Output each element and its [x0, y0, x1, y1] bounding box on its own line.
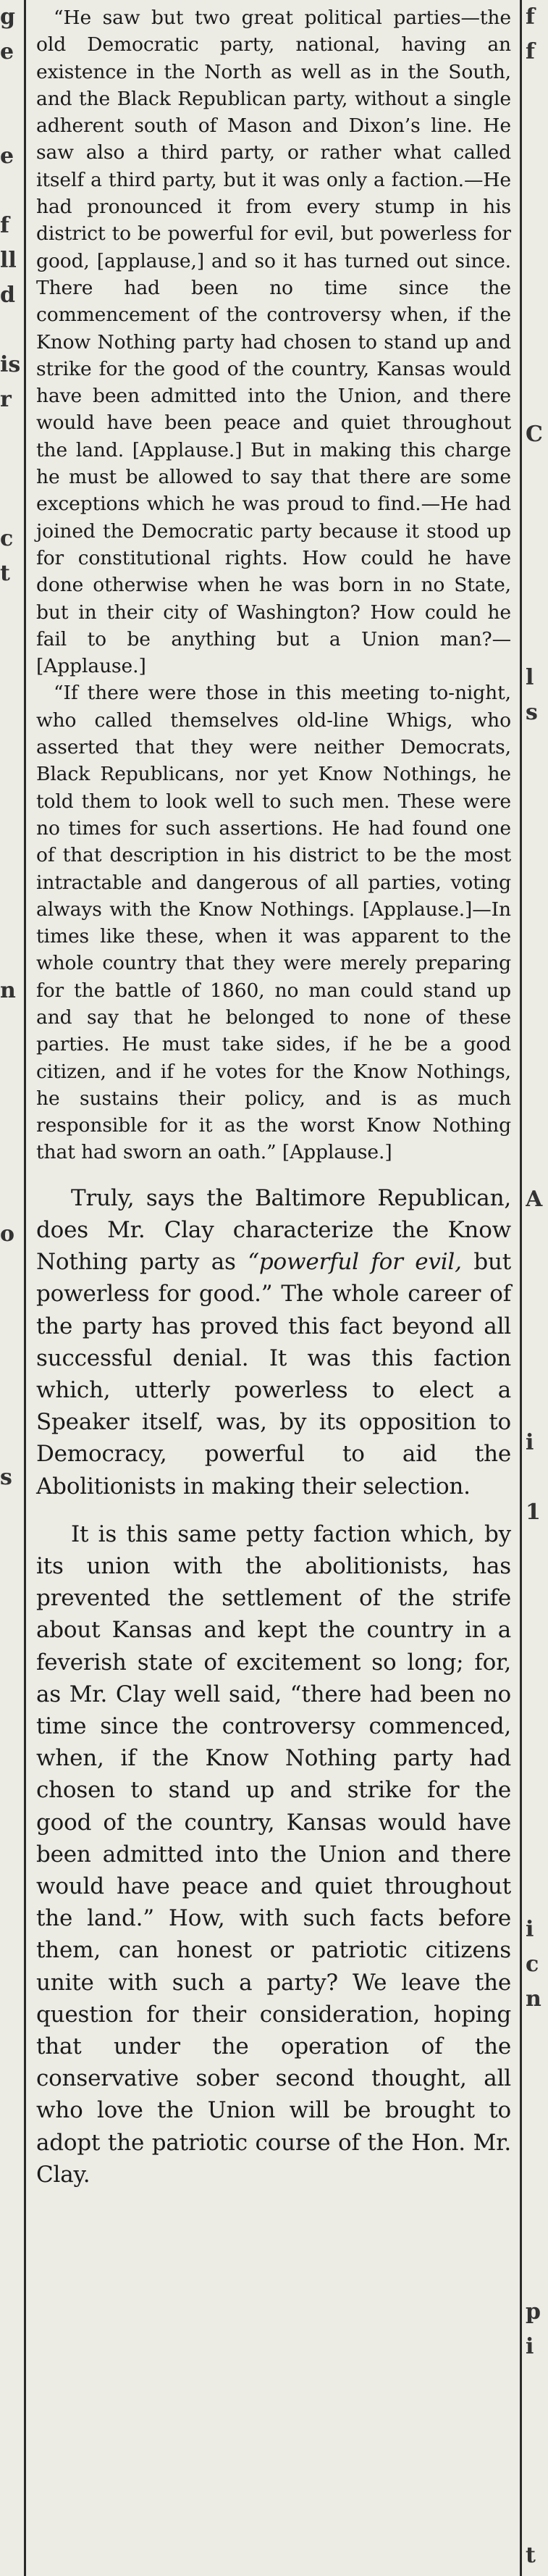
right-glyph	[526, 800, 548, 835]
right-glyph	[526, 1843, 548, 1878]
quoted-paragraph-2: “If there were those in this meeting to-night, who called themselves old-line Whigs, who asserted that they were neither Democrats, Black Republicans, nor yet Know Nothings, he told them to look well to such men. These were no times for such assertions. He had found one of that description in his district to be the most intractable and dangerous of all parties, voting always with the Know Nothings. [Applause.]—In times like these, when it was apparent to the whole country that they were merely preparing for the battle of 1860, no man could stand up and say that he belonged to none of these parties. He must take sides, if he be a good citizen, and if he votes for the Know Nothings, he sustains their policy, and is as much responsible for it as the worst Know Nothing that had sworn an oath.” [Applause.]	[36, 682, 511, 1164]
left-glyph	[0, 313, 22, 348]
left-glyph: t	[0, 561, 10, 586]
left-glyph	[0, 1843, 22, 1878]
right-glyph	[526, 974, 548, 1008]
left-column-fragment	[0, 0, 22, 2576]
right-glyph: i	[526, 2334, 534, 2359]
left-glyph	[0, 1808, 22, 1843]
left-glyph	[0, 1565, 22, 1599]
right-glyph	[526, 2469, 548, 2504]
right-glyph	[526, 1217, 548, 1252]
right-glyph: c	[526, 1952, 539, 1977]
right-glyph	[526, 835, 548, 869]
left-glyph	[0, 2538, 22, 2573]
left-glyph	[0, 2260, 22, 2295]
right-glyph	[526, 174, 548, 209]
left-glyph	[0, 1182, 22, 1217]
editorial-paragraph-2: It is this same petty faction which, by its union with the abolitionists, has prevented the settlement of the strife about Kansas and kept the country in a feverish state of excitement so long; for, as Mr. Clay well said, “there had been no time since the controversy commenced, when, if the Know Nothing party had chosen to stand up and strike for the good of the country, Kansas would have been admitted into the Union and there would have peace and quiet throughout the land.” How, with such facts before them, can honest or patriotic citizens unite with such a party? We leave the question for their consideration, hoping that under the operation of the conservative sober second thought, all who love the Union will be brought to adopt the patriotic course of the Hon. Mr. Clay.	[36, 1521, 511, 2188]
left-glyph	[0, 1321, 22, 1356]
left-glyph	[0, 1530, 22, 1565]
left-glyph	[0, 1356, 22, 1391]
right-glyph	[526, 243, 548, 278]
right-glyph	[526, 1008, 548, 1043]
right-glyph	[526, 2225, 548, 2260]
left-glyph: g	[0, 4, 15, 30]
right-glyph	[526, 348, 548, 382]
right-glyph	[526, 2504, 548, 2538]
left-glyph	[0, 1078, 22, 1113]
right-glyph	[526, 1043, 548, 1078]
right-glyph: i	[526, 1430, 534, 1455]
right-glyph	[526, 2121, 548, 2156]
right-glyph	[526, 556, 548, 591]
right-column-fragment	[526, 0, 548, 2576]
right-glyph: n	[526, 1986, 541, 2012]
left-glyph	[0, 1704, 22, 1739]
right-glyph	[526, 2191, 548, 2225]
left-glyph	[0, 2399, 22, 2434]
left-glyph	[0, 730, 22, 765]
left-glyph	[0, 2225, 22, 2260]
right-glyph: C	[526, 422, 543, 447]
right-glyph	[526, 1147, 548, 1182]
right-glyph	[526, 70, 548, 104]
column-rule-left	[24, 0, 26, 2576]
left-glyph	[0, 1252, 22, 1287]
left-glyph	[0, 1043, 22, 1078]
left-glyph: d	[0, 283, 15, 308]
left-glyph	[0, 1495, 22, 1530]
column-rule-right	[520, 0, 522, 2576]
left-glyph: e	[0, 39, 14, 64]
right-glyph	[526, 2017, 548, 2052]
left-glyph	[0, 835, 22, 869]
left-glyph	[0, 2573, 22, 2576]
left-glyph	[0, 1982, 22, 2017]
left-glyph	[0, 695, 22, 730]
left-glyph	[0, 2434, 22, 2469]
left-glyph	[0, 800, 22, 835]
left-glyph	[0, 487, 22, 522]
right-glyph	[526, 209, 548, 243]
right-glyph: f	[526, 39, 535, 64]
left-glyph	[0, 2052, 22, 2086]
right-glyph	[526, 1599, 548, 1634]
left-glyph	[0, 765, 22, 800]
left-glyph	[0, 1113, 22, 1147]
left-glyph	[0, 2504, 22, 2538]
left-glyph: ll	[0, 248, 17, 273]
left-glyph	[0, 2330, 22, 2364]
right-glyph	[526, 1808, 548, 1843]
right-glyph	[526, 278, 548, 313]
right-glyph: p	[526, 2299, 541, 2325]
right-glyph	[526, 1113, 548, 1147]
left-glyph	[0, 104, 22, 139]
right-glyph: i	[526, 1917, 534, 1942]
right-glyph	[526, 1287, 548, 1321]
left-glyph: n	[0, 978, 16, 1003]
right-glyph	[526, 2260, 548, 2295]
left-glyph	[0, 1773, 22, 1808]
left-glyph	[0, 1391, 22, 1426]
right-glyph	[526, 1634, 548, 1669]
left-glyph	[0, 1634, 22, 1669]
right-glyph: A	[526, 1187, 543, 1212]
right-glyph	[526, 1669, 548, 1704]
right-glyph	[526, 1321, 548, 1356]
left-glyph	[0, 904, 22, 939]
left-glyph	[0, 2121, 22, 2156]
article-column	[35, 0, 513, 2191]
right-glyph	[526, 1530, 548, 1565]
left-glyph	[0, 1669, 22, 1704]
right-glyph	[526, 869, 548, 904]
emphasis-quote: “powerful for evil,	[248, 1249, 462, 1276]
left-glyph	[0, 417, 22, 452]
left-glyph	[0, 1426, 22, 1460]
left-glyph	[0, 70, 22, 104]
left-glyph	[0, 1878, 22, 1912]
right-glyph	[526, 904, 548, 939]
right-glyph	[526, 382, 548, 417]
right-glyph	[526, 1356, 548, 1391]
left-glyph	[0, 174, 22, 209]
right-glyph	[526, 1078, 548, 1113]
right-glyph	[526, 313, 548, 348]
left-glyph	[0, 452, 22, 487]
right-glyph	[526, 487, 548, 522]
right-glyph	[526, 591, 548, 626]
right-glyph: s	[526, 700, 538, 725]
right-glyph	[526, 2052, 548, 2086]
left-glyph: is	[0, 352, 21, 377]
left-glyph	[0, 1008, 22, 1043]
right-glyph	[526, 1252, 548, 1287]
left-glyph	[0, 2156, 22, 2191]
editorial-paragraph-1: Truly, says the Baltimore Republican, does Mr. Clay characterize the Know Nothing party as “powerful for evil, but powerless for good.” The whole career of the party has proved this fact beyond all successful denial. It was this faction which, utterly powerless to elect a Speaker itself, was, by its opposition to Democracy, powerful to aid the Abolitionists in making their selection.	[36, 1184, 511, 1500]
left-glyph	[0, 626, 22, 661]
right-glyph	[526, 765, 548, 800]
right-glyph: t	[526, 2543, 536, 2568]
left-glyph: r	[0, 387, 12, 412]
left-glyph: f	[0, 213, 9, 238]
left-glyph	[0, 661, 22, 695]
quoted-paragraph-1: “He saw but two great political parties—the old Democratic party, national, having an existence in the North as well as in the South, and the Black Republican party, without a single adherent south of Mason and Dixon’s line. He saw also a third party, or rather what called itself a third party, but it was only a faction.—He had pronounced it from every stump in his district to be powerful for evil, but powerless for good, [applause,] and so it has turned out since. There had been no time since the commencement of the controversy when, if the Know Nothing party had chosen to stand up and strike for the good of the country, Kansas would have been admitted into the Union, and there would have been peace and quiet throughout the land. [Applause.] But in making this charge he must be allowed to say that there are some exceptions which he was proud to find.—He had joined the Democratic party because it stood up for constitutional rights. How could he have done otherwise when he was born in no State, but in their city of Washington? How could he fail to be anything but a Union man?—[Applause.]	[36, 7, 511, 678]
left-glyph	[0, 2086, 22, 2121]
left-glyph: c	[0, 526, 14, 551]
right-glyph	[526, 730, 548, 765]
left-glyph	[0, 591, 22, 626]
right-glyph	[526, 2086, 548, 2121]
right-glyph: l	[526, 665, 534, 690]
right-glyph: f	[526, 4, 535, 30]
right-glyph	[526, 139, 548, 174]
right-glyph	[526, 1878, 548, 1912]
right-glyph	[526, 2573, 548, 2576]
left-glyph	[0, 2191, 22, 2225]
right-glyph: 1	[526, 1500, 541, 1525]
left-glyph	[0, 1599, 22, 1634]
right-glyph	[526, 939, 548, 974]
right-glyph	[526, 1739, 548, 1773]
right-glyph	[526, 2156, 548, 2191]
left-glyph	[0, 1739, 22, 1773]
left-glyph	[0, 2017, 22, 2052]
right-glyph	[526, 1565, 548, 1599]
left-glyph	[0, 1912, 22, 1947]
right-glyph	[526, 1704, 548, 1739]
left-glyph	[0, 939, 22, 974]
right-glyph	[526, 2364, 548, 2399]
right-glyph	[526, 1773, 548, 1808]
left-glyph: e	[0, 143, 14, 169]
right-glyph	[526, 522, 548, 556]
left-glyph	[0, 1947, 22, 1982]
right-glyph	[526, 1460, 548, 1495]
left-glyph	[0, 2295, 22, 2330]
left-glyph: s	[0, 1465, 12, 1490]
left-glyph: o	[0, 1221, 15, 1247]
left-glyph	[0, 2469, 22, 2504]
left-glyph	[0, 2364, 22, 2399]
left-glyph	[0, 1147, 22, 1182]
right-glyph	[526, 2399, 548, 2434]
left-glyph	[0, 1287, 22, 1321]
left-glyph	[0, 869, 22, 904]
right-glyph	[526, 452, 548, 487]
right-glyph	[526, 1391, 548, 1426]
right-glyph	[526, 2434, 548, 2469]
right-glyph	[526, 626, 548, 661]
right-glyph	[526, 104, 548, 139]
